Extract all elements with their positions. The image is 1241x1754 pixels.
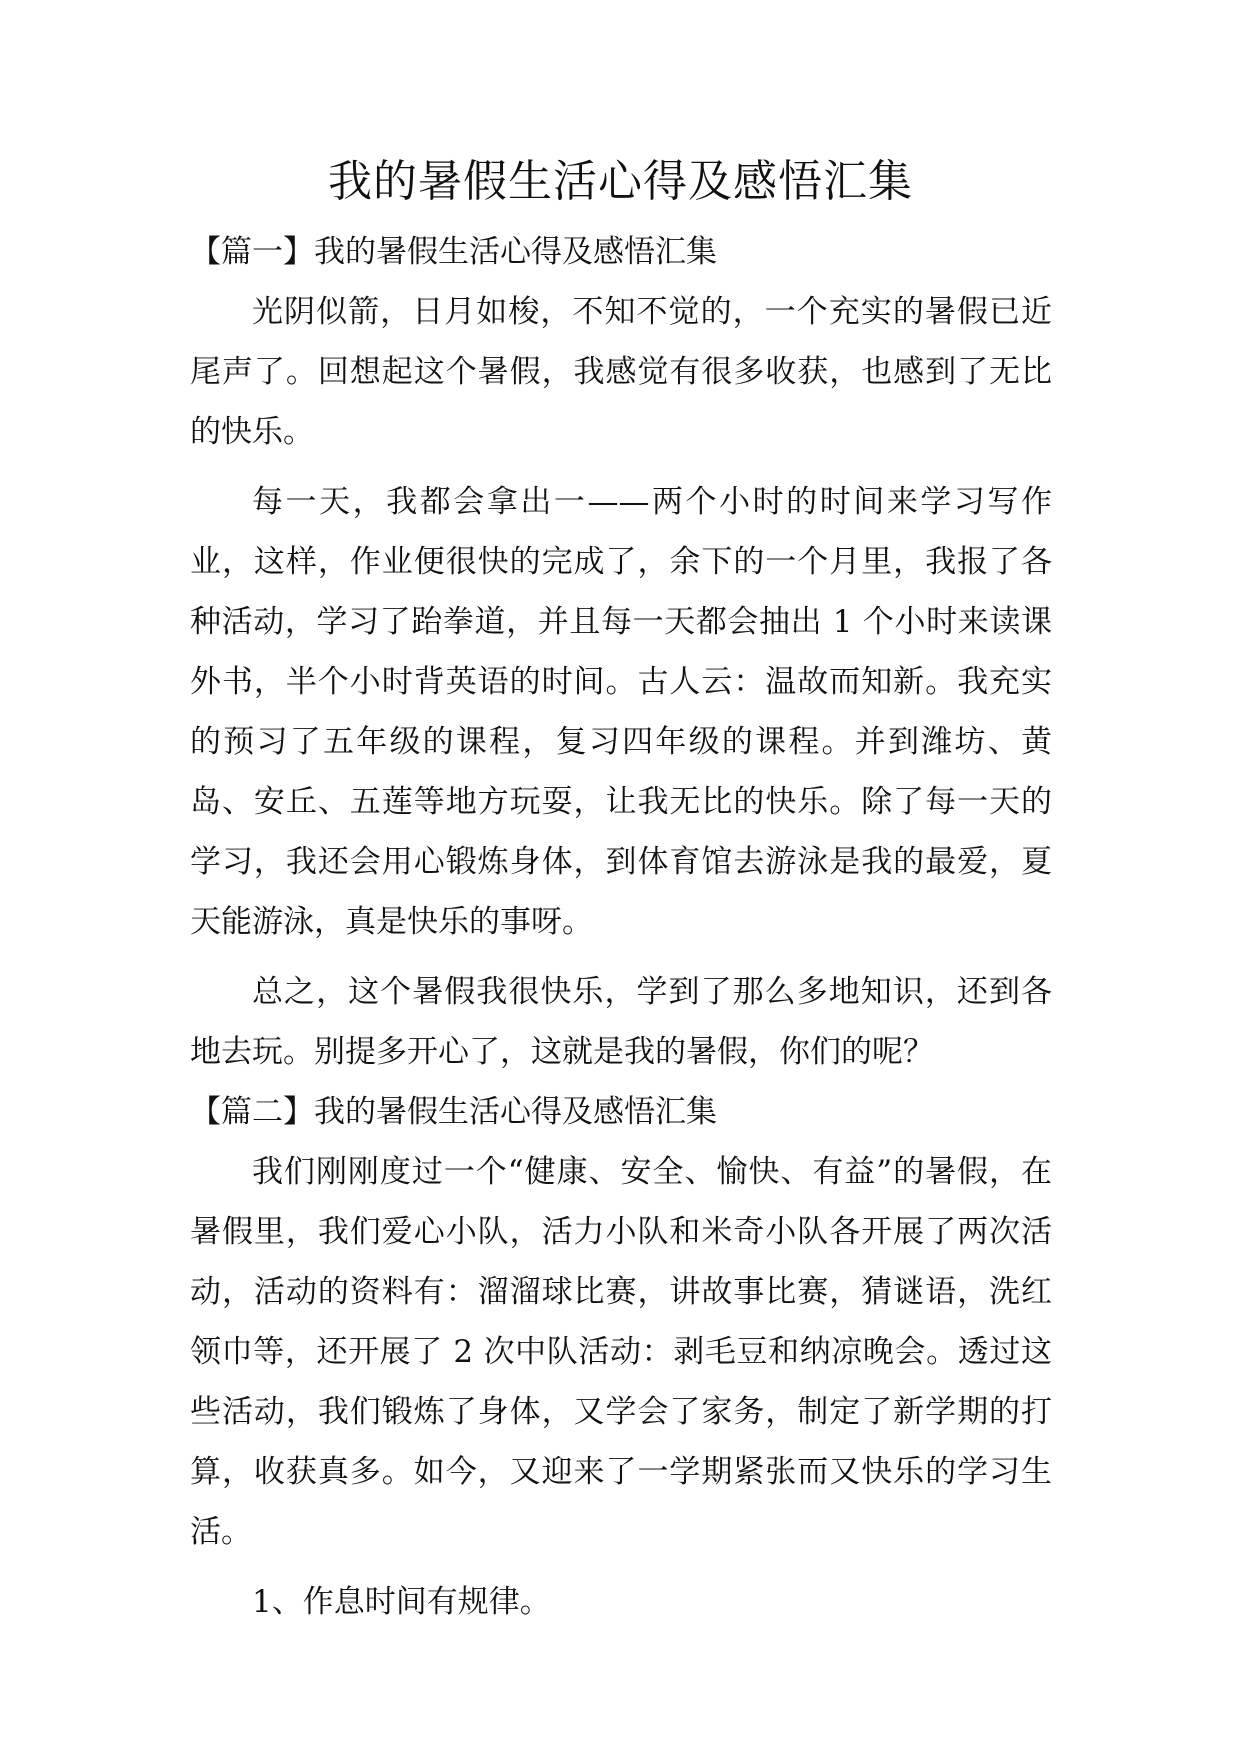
list-item: 1、作息时间有规律。 [252,1584,551,1620]
paragraph: 我们刚刚度过一个“健康、安全、愉快、有益”的暑假，在暑假里，我们爱心小队，活力小队和米奇小队各开展了两次活动，活动的资料有：溜溜球比赛，讲故事比赛，猜谜语，洗红领巾等，还开展了 2 次中队活动：剥毛豆和纳凉晚会。透过这些活动，我们锻炼了身体，又学会了家务，制定了新学期的打算，收获真多。如今，又迎来了一学期紧张而又快乐的学习生活。 [190,1154,1052,1550]
section-two [190,1082,1052,1632]
document-title: 我的暑假生活心得及感悟汇集 [328,156,913,207]
paragraph: 总之，这个暑假我很快乐，学到了那么多地知识，还到各地去玩。别提多开心了，这就是我的暑假，你们的呢？ [190,974,1052,1070]
paragraph: 每一天，我都会拿出一——两个小时的时间来学习写作业，这样，作业便很快的完成了，余下的一个月里，我报了各种活动，学习了跆拳道，并且每一天都会抽出 1 个小时来读课外书，半个小时背英语的时间。古人云：温故而知新。我充实的预习了五年级的课程，复习四年级的课程。并到潍坊、黄岛、安丘、五莲等地方玩耍，让我无比的快乐。除了每一天的学习，我还会用心锻炼身体，到体育馆去游泳是我的最爱，夏天能游泳，真是快乐的事呀。 [190,484,1052,940]
section-heading: 【篇一】我的暑假生活心得及感悟汇集 [190,234,717,270]
section-heading: 【篇二】我的暑假生活心得及感悟汇集 [190,1094,717,1130]
document-body [190,222,1052,1632]
paragraph: 光阴似箭，日月如梭，不知不觉的，一个充实的暑假已近尾声了。回想起这个暑假，我感觉有很多收获，也感到了无比的快乐。 [190,294,1052,450]
section-one [190,222,1052,1082]
